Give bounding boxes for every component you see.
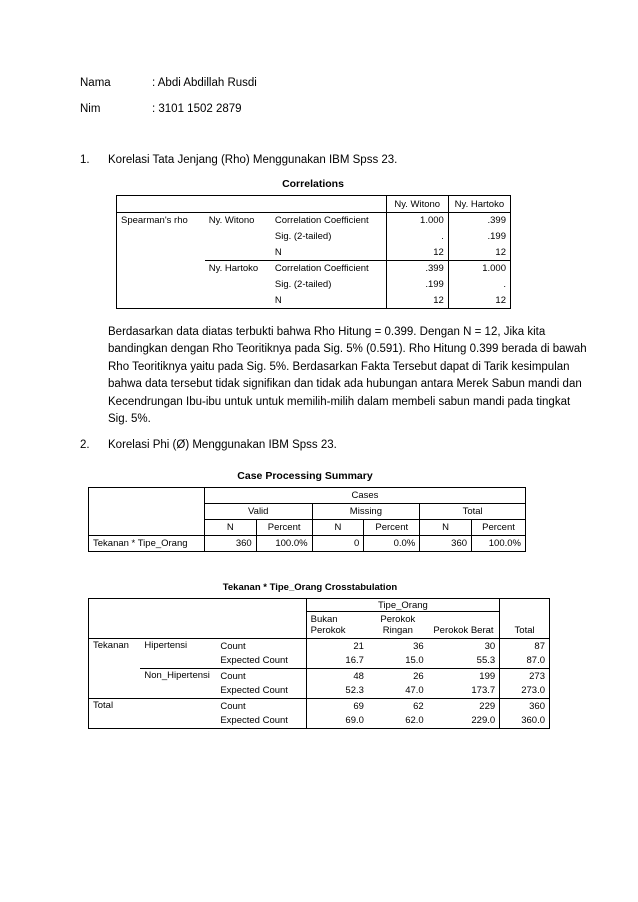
group-header: Missing: [312, 504, 420, 520]
paragraph-line: bandingkan dengan Rho Teoritiknya pada Sig. 5% (0.591). Rho Hitung 0.399 berada di bawah: [108, 343, 587, 356]
stat-label: Expected Count: [216, 684, 306, 699]
sub-header: Percent: [364, 520, 420, 536]
col-header-total: Total: [500, 599, 550, 639]
correlations-title: Correlations: [282, 178, 344, 190]
cell: .: [386, 229, 448, 245]
cell: 30: [484, 640, 496, 652]
cell: 1.000: [448, 261, 510, 277]
cell: 36: [413, 640, 424, 652]
cell: 199: [479, 670, 496, 682]
cell: 0: [312, 536, 364, 552]
cell: 0.0%: [364, 536, 420, 552]
row-var-hartoko: Ny. Hartoko: [208, 263, 259, 274]
sub-header: Percent: [472, 520, 526, 536]
cell: 21: [306, 639, 368, 654]
nim-label: Nim: [80, 103, 101, 115]
paragraph-line: Sig. 5%.: [108, 413, 151, 426]
header-line: Perokok: [380, 614, 416, 625]
cell: 87.0: [500, 654, 550, 669]
cell: 360: [204, 536, 256, 552]
cell: 12: [386, 293, 448, 309]
cell: .199: [448, 229, 510, 245]
cell: 273.0: [500, 684, 550, 699]
row-non-hipertensi: Non_Hipertensi: [140, 669, 216, 699]
cell: 62.0: [405, 715, 424, 727]
name-value: : Abdi Abdillah Rusdi: [152, 77, 257, 89]
header-line: Bukan: [310, 614, 338, 625]
stat-label: N: [271, 245, 386, 261]
stat-label: Correlation Coefficient: [274, 263, 369, 275]
name-label: Nama: [80, 77, 111, 89]
sub-header: Percent: [256, 520, 312, 536]
group-header: Total: [420, 504, 526, 520]
cell: 12: [448, 293, 510, 309]
col-header-bukan-perokok: [306, 612, 368, 639]
paragraph-line: Rho Teoritiknya yaitu pada Sig. 5%. Berdasarkan Fakta Tersebut dapat di Tarik kesimpulan: [108, 360, 570, 373]
cell: 69.0: [306, 714, 368, 729]
cell: 15.0: [368, 654, 428, 669]
cell: 360: [420, 536, 472, 552]
cell: 360: [500, 699, 550, 714]
section1-number: 1.: [80, 154, 90, 166]
stat-label: Sig. (2-tailed): [274, 231, 332, 242]
cell: 173.7: [428, 684, 500, 699]
sub-header: N: [204, 520, 256, 536]
cell: .399: [448, 213, 510, 229]
correlations-table: [116, 195, 511, 309]
group-header: Valid: [204, 504, 312, 520]
paragraph-line: bahwa data tersebut tidak signifikan dan tidak ada hubungan antara Merek Sabun mandi dan: [108, 378, 582, 391]
nim-value: : 3101 1502 2879: [152, 103, 242, 115]
stat-label: Count: [220, 640, 246, 652]
stat-label: Expected Count: [220, 715, 288, 727]
row-group-total: Total: [93, 700, 114, 711]
col-header-perokok-ringan: [368, 612, 428, 639]
cell: 229: [479, 700, 496, 712]
header-line: Perokok: [310, 625, 346, 636]
corner-cell: [89, 488, 205, 536]
paragraph-line: Kecendrungan Ibu-ibu untuk untuk memilih-milih dalam membeli sabun mandi pada tingkat: [108, 395, 571, 408]
row-var-witono: Ny. Witono: [205, 213, 271, 261]
col-header-hartoko: Ny. Hartoko: [448, 196, 510, 213]
cell: .199: [386, 277, 448, 293]
col-header-witono: Ny. Witono: [386, 196, 448, 213]
cell: 62: [413, 700, 424, 712]
paragraph-line: Berdasarkan data diatas terbukti bahwa Rho Hitung = 0.399. Dengan N = 12, Jika kita: [108, 326, 546, 338]
method-label: Spearman's rho: [121, 215, 188, 226]
cell: 229.0: [471, 715, 496, 727]
cell: 12: [386, 245, 448, 261]
row-group-tekanan: Tekanan: [89, 639, 141, 699]
row-hipertensi: Hipertensi: [140, 639, 216, 669]
cell: 360.0: [500, 714, 550, 729]
cell: 1.000: [386, 213, 448, 229]
case-summary-table: [88, 487, 526, 552]
cell: .: [448, 277, 510, 293]
stat-label: Correlation Coefficient: [274, 215, 369, 227]
case-summary-title: Case Processing Summary: [237, 470, 373, 482]
sub-header: N: [312, 520, 364, 536]
sub-header: N: [420, 520, 472, 536]
analysis-paragraph: [108, 324, 587, 428]
cell: 26: [413, 670, 424, 682]
cell: 273: [500, 669, 550, 684]
section2-number: 2.: [80, 439, 90, 451]
cell: 55.3: [428, 654, 500, 669]
cell: 48: [306, 669, 368, 684]
stat-label: Expected Count: [216, 654, 306, 669]
header-line: Ringan: [382, 625, 413, 636]
cell: 100.0%: [488, 538, 521, 549]
crosstab-title: Tekanan * Tipe_Orang Crosstabulation: [222, 582, 398, 593]
stat-label: Sig. (2-tailed): [274, 279, 332, 290]
cases-header: Cases: [204, 488, 525, 504]
cell: 47.0: [368, 684, 428, 699]
cell: 52.3: [306, 684, 368, 699]
cell: 12: [448, 245, 510, 261]
crosstab-table: [88, 598, 550, 729]
corner-cell: [117, 196, 387, 213]
cell: .399: [386, 261, 448, 277]
tipe-orang-header: Tipe_Orang: [306, 599, 500, 612]
corner-cell: [89, 599, 307, 639]
stat-label: N: [274, 294, 282, 306]
stat-label: Count: [220, 700, 246, 712]
cell: 87: [500, 639, 550, 654]
cell: 100.0%: [256, 536, 312, 552]
col-header-perokok-berat: Perokok Berat: [428, 612, 500, 639]
row-label: Tekanan * Tipe_Orang: [89, 536, 205, 552]
section1-title: Korelasi Tata Jenjang (Rho) Menggunakan IBM Spss 23.: [108, 154, 398, 166]
section2-title: Korelasi Phi (Ø) Menggunakan IBM Spss 23.: [108, 439, 337, 451]
cell: 16.7: [306, 654, 368, 669]
cell: 69: [306, 699, 368, 714]
stat-label: Count: [220, 670, 246, 682]
